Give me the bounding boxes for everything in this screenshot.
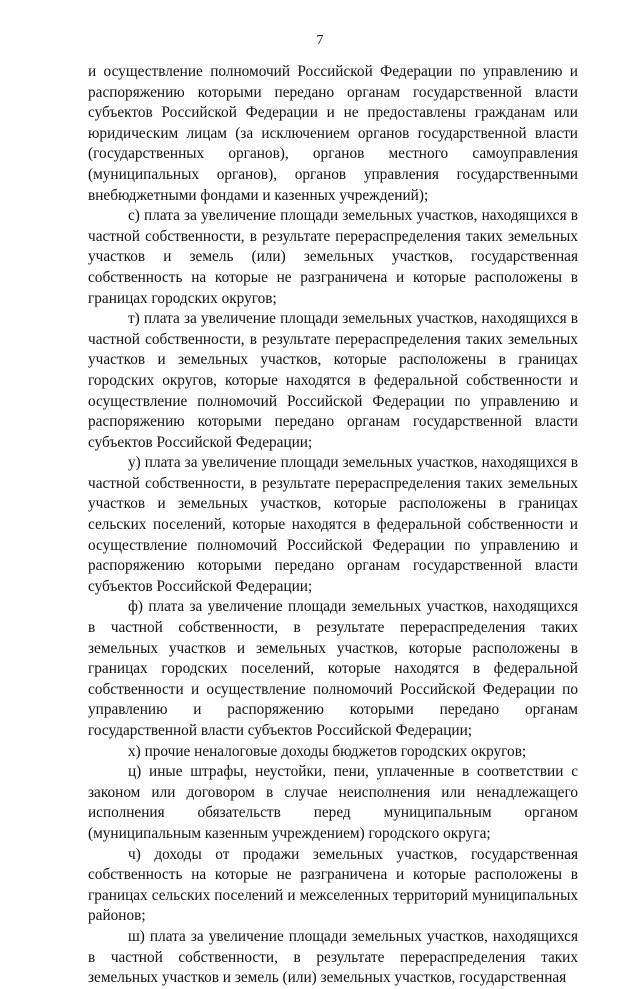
paragraph-ch: ч) доходы от продажи земельных участков, государственная собственность на которые не разграничена и которые расположены в границах сельских поселений и межселенных территорий муниципальных районов; [88, 845, 578, 925]
paragraph-f: ф) плата за увеличение площади земельных участков, находящихся в частной собственности, в результате перераспределения таких земельных участков и земельных участков, которые расположены в границах городских поселений, которые находятся в федеральной собственности и осуществление полномочий Российской Федерации по управлению и распоряжению которыми передано органам государственной власти субъектов Российской Федерации; [88, 598, 578, 739]
paragraph-sh: ш) плата за увеличение площади земельных участков, находящихся в частной собственности, в результате перераспределения таких земельных участков и земель (или) земельных участков, государственная [88, 927, 578, 987]
paragraph-continuation: и осуществление полномочий Российской Федерации по управлению и распоряжению которыми передано органам государственной власти субъектов Российской Федерации и не предоставлены гражданам или юридическим лицам (за исключением органов государственной власти (государственных органов), органов местного самоуправления (муниципальных органов), органов управления государственными внебюджетными фондами и казенных учреждений); [88, 63, 578, 204]
paragraph-u: у) плата за увеличение площади земельных участков, находящихся в частной собственности, в результате перераспределения таких земельных участков и земельных участков, которые расположены в границах сельских поселений, которые находятся в федеральной собственности и осуществление полномочий Российской Федерации по управлению и распоряжению которыми передано органам государственной власти субъектов Российской Федерации; [88, 454, 578, 595]
document-body [88, 62, 578, 989]
paragraph-kh: х) прочие неналоговые доходы бюджетов городских округов; [128, 742, 527, 760]
paragraph-ts: ц) иные штрафы, неустойки, пени, уплаченные в соответствии с законом или договором в случае неисполнения или ненадлежащего исполнения обязательств перед муниципальным органом (муниципальным казенным учреждением) городского округа; [88, 763, 578, 842]
paragraph-t: т) плата за увеличение площади земельных участков, находящихся в частной собственности, в результате перераспределения таких земельных участков и земельных участков, которые расположены в границах городских округов, которые находятся в федеральной собственности и осуществление полномочий Российской Федерации по управлению и распоряжению которыми передано органам государственной власти субъектов Российской Федерации; [88, 310, 578, 451]
paragraph-s: с) плата за увеличение площади земельных участков, находящихся в частной собственности, в результате перераспределения таких земельных участков и земель (или) земельных участков, государственная собственность на которые не разграничена и которые расположены в границах городских округов; [88, 207, 578, 307]
page-number: 7 [316, 33, 324, 48]
